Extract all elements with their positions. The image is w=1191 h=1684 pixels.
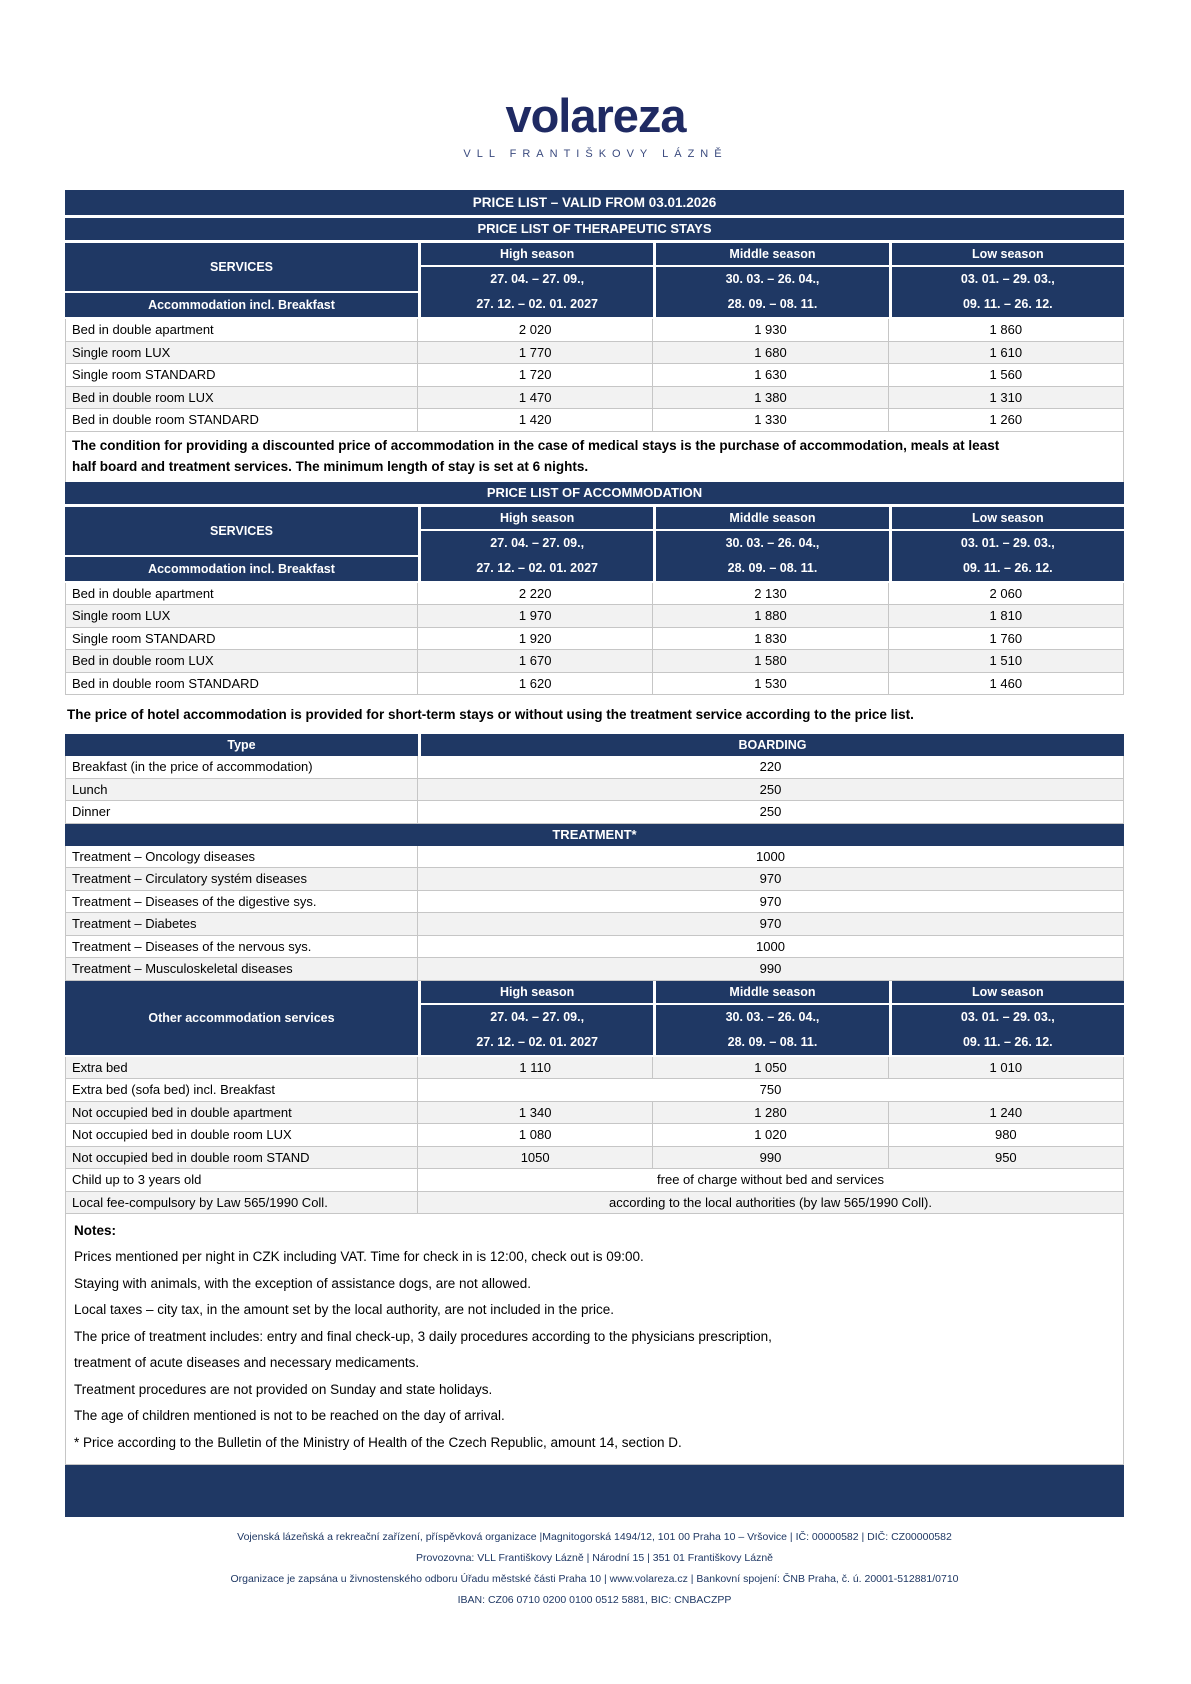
price-high: 1 340 <box>418 1102 653 1124</box>
high-season-column-header <box>421 243 653 317</box>
price-middle: 1 530 <box>653 673 888 695</box>
price-high: 1 470 <box>418 387 653 409</box>
services-column-header <box>65 243 418 317</box>
footer-navy-block <box>65 1465 1124 1517</box>
price-low: 1 310 <box>989 389 1023 405</box>
table-row <box>65 891 1124 914</box>
table-row <box>65 913 1124 936</box>
table-row <box>65 628 1124 651</box>
price-middle: 1 380 <box>653 387 888 409</box>
notes-title: Notes: <box>74 1223 117 1238</box>
footer-line: Provozovna: VLL Františkovy Lázně | Národní 15 | 351 01 Františkovy Lázně <box>415 1552 773 1564</box>
table-row <box>65 1124 1124 1147</box>
condition-note-line1: The condition for providing a discounted price of accommodation in the case of medical stays is the purchase of accommodation, meals at least <box>72 437 1000 453</box>
high-season-dates <box>421 267 653 317</box>
high-season-label: High season <box>421 981 653 1003</box>
middle-season-dates-line2: 28. 09. – 08. 11. <box>727 560 818 575</box>
high-season-dates-line2: 27. 12. – 02. 01. 2027 <box>476 297 598 311</box>
document-content <box>65 190 1124 1611</box>
accommodation-incl-breakfast-label: Accommodation incl. Breakfast <box>65 557 418 581</box>
price-middle: 990 <box>653 1147 888 1169</box>
low-season-column-header <box>892 243 1124 317</box>
services-column-header <box>65 507 418 581</box>
low-season-dates <box>892 531 1124 581</box>
row-label: Not occupied bed in double apartment <box>66 1102 418 1124</box>
row-label: Single room LUX <box>66 605 418 627</box>
price-middle: 1 050 <box>653 1057 888 1079</box>
low-season-column-header <box>892 507 1124 581</box>
high-season-dates-line1: 27. 04. – 27. 09., <box>490 1009 585 1024</box>
price-value: 970 <box>759 916 782 931</box>
price-high: 1 920 <box>418 628 653 650</box>
treatment-section-bar: TREATMENT* <box>65 824 1124 846</box>
therapeutic-section-bar: PRICE LIST OF THERAPEUTIC STAYS <box>65 218 1124 240</box>
middle-season-dates <box>656 531 888 581</box>
note-line: treatment of acute diseases and necessary medicaments. <box>74 1355 420 1370</box>
price-low: 980 <box>994 1127 1017 1142</box>
middle-season-dates <box>656 267 888 317</box>
low-season-dates-line1: 03. 01. – 29. 03., <box>960 535 1055 550</box>
table-row <box>65 342 1124 365</box>
logo <box>0 0 1191 160</box>
middle-season-dates-line2: 28. 09. – 08. 11. <box>727 297 818 311</box>
price-value: free of charge without bed and services <box>657 1172 884 1187</box>
row-label: Bed in double apartment <box>66 583 418 605</box>
accommodation-section-bar: PRICE LIST OF ACCOMMODATION <box>65 482 1124 504</box>
low-season-label: Low season <box>892 981 1124 1003</box>
price-middle: 1 280 <box>653 1102 888 1124</box>
high-season-column-header <box>421 981 653 1055</box>
price-high: 1 970 <box>418 605 653 627</box>
row-label: Extra bed <box>66 1057 418 1079</box>
table-row <box>65 846 1124 869</box>
price-middle: 1 330 <box>653 409 888 431</box>
row-label: Bed in double room LUX <box>66 650 418 672</box>
high-season-label: High season <box>421 243 653 265</box>
price-middle: 1 020 <box>653 1124 888 1146</box>
table-row <box>65 605 1124 628</box>
price-high: 2 220 <box>418 583 653 605</box>
price-middle: 1 580 <box>653 650 888 672</box>
table-row <box>65 868 1124 891</box>
row-label: Bed in double room STANDARD <box>66 673 418 695</box>
low-season-column-header <box>892 981 1124 1055</box>
price-high: 1 670 <box>418 650 653 672</box>
price-middle: 1 680 <box>653 342 888 364</box>
row-label: Treatment – Musculoskeletal diseases <box>66 958 418 980</box>
company-footer <box>65 1527 1124 1611</box>
price-middle: 2 130 <box>653 583 888 605</box>
logo-subtitle: VLL FRANTIŠKOVY LÁZNĚ <box>463 148 728 160</box>
price-value: 1000 <box>756 938 785 954</box>
table-row <box>65 756 1124 779</box>
other-services-label: Other accommodation services <box>65 981 418 1055</box>
accommodation-season-header <box>65 507 1124 581</box>
price-high: 1050 <box>418 1147 653 1169</box>
table-row <box>65 1169 1124 1192</box>
price-low: 2 060 <box>989 585 1023 601</box>
price-middle: 1 630 <box>653 364 888 386</box>
note-line: Staying with animals, with the exception of assistance dogs, are not allowed. <box>74 1275 532 1291</box>
row-label: Lunch <box>66 779 418 801</box>
middle-season-column-header <box>656 981 888 1055</box>
row-label: Single room STANDARD <box>66 628 418 650</box>
row-label: Breakfast (in the price of accommodation) <box>66 756 418 778</box>
therapeutic-table-body <box>65 319 1124 432</box>
middle-season-dates-line1: 30. 03. – 26. 04., <box>725 535 820 550</box>
price-low: 1 610 <box>989 344 1023 360</box>
table-row <box>65 673 1124 696</box>
price-value: 970 <box>759 871 782 886</box>
services-label: SERVICES <box>65 507 418 555</box>
table-row <box>65 364 1124 387</box>
row-label: Child up to 3 years old <box>66 1169 418 1191</box>
row-label: Extra bed (sofa bed) incl. Breakfast <box>66 1079 418 1101</box>
footer-line: Vojenská lázeňská a rekreační zařízení, příspěvková organizace |Magnitogorská 1494/12, 101 00 Praha 10 – Vršovice | IČ: 00000582 | DIČ: CZ00000582 <box>237 1531 952 1543</box>
middle-season-label: Middle season <box>656 507 888 529</box>
row-label: Bed in double room STANDARD <box>66 409 418 431</box>
table-row <box>65 583 1124 606</box>
row-label: Single room LUX <box>66 342 418 364</box>
middle-season-column-header <box>656 507 888 581</box>
price-low: 1 240 <box>989 1104 1023 1120</box>
table-row <box>65 801 1124 824</box>
accommodation-incl-breakfast-label: Accommodation incl. Breakfast <box>65 293 418 317</box>
logo-brand-text: volareza <box>505 89 686 142</box>
price-low: 1 010 <box>989 1059 1023 1075</box>
boarding-table-body <box>65 756 1124 824</box>
high-season-dates-line2: 27. 12. – 02. 01. 2027 <box>476 560 598 575</box>
high-season-dates <box>421 1005 653 1055</box>
price-middle: 1 830 <box>653 628 888 650</box>
price-high: 1 720 <box>418 364 653 386</box>
price-value: 970 <box>759 893 782 909</box>
price-middle: 1 930 <box>653 319 888 341</box>
price-middle: 1 880 <box>653 605 888 627</box>
low-season-dates-line2: 09. 11. – 26. 12. <box>962 560 1053 575</box>
note-line: Prices mentioned per night in CZK including VAT. Time for check in is 12:00, check out is 09:00. <box>74 1249 644 1264</box>
row-label: Treatment – Diabetes <box>66 913 418 935</box>
hotel-accommodation-note: The price of hotel accommodation is provided for short-term stays or without using the treatment service according to the price list. <box>67 707 914 722</box>
price-value: 250 <box>759 781 782 797</box>
table-row <box>65 958 1124 981</box>
price-low: 1 760 <box>989 630 1023 646</box>
row-label: Local fee-compulsory by Law 565/1990 Coll. <box>66 1192 418 1214</box>
table-row <box>65 319 1124 342</box>
price-low: 1 810 <box>989 608 1023 623</box>
footer-line: IBAN: CZ06 0710 0200 0100 0512 5881, BIC: CNBACZPP <box>457 1594 732 1606</box>
low-season-dates-line2: 09. 11. – 26. 12. <box>962 1034 1053 1049</box>
footer-line: Organizace je zapsána u živnostenského odboru Úřadu městské části Praha 10 | www.volareza.cz | Bankovní spojení: ČNB Praha, č. ú. 20001-512881/0710 <box>230 1573 959 1585</box>
high-season-column-header <box>421 507 653 581</box>
condition-note-line2: half board and treatment services. The minimum length of stay is set at 6 nights. <box>72 458 589 474</box>
therapeutic-condition-note <box>65 432 1124 482</box>
table-row <box>65 409 1124 432</box>
price-value: 1000 <box>756 848 785 864</box>
price-low: 1 260 <box>989 412 1023 427</box>
price-low: 1 560 <box>989 367 1023 382</box>
row-label: Bed in double apartment <box>66 319 418 341</box>
row-label: Bed in double room LUX <box>66 387 418 409</box>
row-label: Not occupied bed in double room LUX <box>66 1124 418 1146</box>
price-value: according to the local authorities (by law 565/1990 Coll). <box>608 1194 932 1210</box>
low-season-dates-line1: 03. 01. – 29. 03., <box>960 272 1055 286</box>
price-low: 1 860 <box>989 322 1023 337</box>
row-label: Treatment – Diseases of the digestive sys. <box>66 891 418 913</box>
notes-section <box>65 1214 1124 1465</box>
table-row <box>65 1102 1124 1125</box>
table-row <box>65 1147 1124 1170</box>
row-label: Treatment – Circulatory systém diseases <box>66 868 418 890</box>
price-high: 1 420 <box>418 409 653 431</box>
price-high: 1 770 <box>418 342 653 364</box>
note-line: * Price according to the Bulletin of the Ministry of Health of the Czech Republic, amount 14, section D. <box>74 1434 682 1450</box>
table-row <box>65 1192 1124 1215</box>
note-line: Local taxes – city tax, in the amount set by the local authority, are not included in the price. <box>74 1302 615 1317</box>
high-season-dates-line1: 27. 04. – 27. 09., <box>490 535 585 550</box>
middle-season-dates <box>656 1005 888 1055</box>
price-list-title-bar: PRICE LIST – VALID FROM 03.01.2026 <box>65 190 1124 215</box>
row-label: Treatment – Oncology diseases <box>66 846 418 868</box>
table-row <box>65 936 1124 959</box>
high-season-dates-line2: 27. 12. – 02. 01. 2027 <box>476 1034 598 1049</box>
price-high: 2 020 <box>418 319 653 341</box>
middle-season-dates-line1: 30. 03. – 26. 04., <box>725 272 820 286</box>
high-season-dates-line1: 27. 04. – 27. 09., <box>490 272 585 286</box>
middle-season-column-header <box>656 243 888 317</box>
price-value: 250 <box>759 804 782 819</box>
price-value: 750 <box>759 1082 782 1097</box>
table-row <box>65 779 1124 802</box>
table-row <box>65 387 1124 410</box>
row-label: Single room STANDARD <box>66 364 418 386</box>
row-label: Not occupied bed in double room STAND <box>66 1147 418 1169</box>
type-label: Type <box>65 734 418 756</box>
price-low: 1 510 <box>989 653 1023 668</box>
price-high: 1 110 <box>418 1057 653 1079</box>
middle-season-dates-line2: 28. 09. – 08. 11. <box>727 1034 818 1049</box>
boarding-label: BOARDING <box>421 734 1124 756</box>
low-season-dates-line2: 09. 11. – 26. 12. <box>962 297 1053 311</box>
price-high: 1 620 <box>418 673 653 695</box>
table-row <box>65 1057 1124 1080</box>
other-services-season-header <box>65 981 1124 1055</box>
high-season-label: High season <box>421 507 653 529</box>
price-low: 1 460 <box>989 675 1023 691</box>
services-label: SERVICES <box>65 243 418 291</box>
price-value: 220 <box>759 759 782 774</box>
high-season-dates <box>421 531 653 581</box>
table-row <box>65 1079 1124 1102</box>
table-row <box>65 650 1124 673</box>
note-line: Treatment procedures are not provided on Sunday and state holidays. <box>74 1381 493 1397</box>
low-season-label: Low season <box>892 507 1124 529</box>
row-label: Dinner <box>66 801 418 823</box>
price-high: 1 080 <box>418 1124 653 1146</box>
note-line: The age of children mentioned is not to be reached on the day of arrival. <box>74 1408 505 1423</box>
therapeutic-season-header <box>65 243 1124 317</box>
low-season-dates <box>892 267 1124 317</box>
low-season-dates-line1: 03. 01. – 29. 03., <box>960 1009 1055 1024</box>
low-season-label: Low season <box>892 243 1124 265</box>
accommodation-table-body <box>65 583 1124 696</box>
boarding-header-bar <box>65 734 1124 756</box>
middle-season-label: Middle season <box>656 981 888 1003</box>
price-low: 950 <box>994 1149 1017 1165</box>
middle-season-dates-line1: 30. 03. – 26. 04., <box>725 1009 820 1024</box>
other-services-table-body <box>65 1057 1124 1215</box>
price-value: 990 <box>759 961 782 976</box>
row-label: Treatment – Diseases of the nervous sys. <box>66 936 418 958</box>
middle-season-label: Middle season <box>656 243 888 265</box>
treatment-table-body <box>65 846 1124 981</box>
note-line: The price of treatment includes: entry and final check-up, 3 daily procedures according to the physicians prescription, <box>74 1328 772 1344</box>
other-services-column-header <box>65 981 418 1055</box>
low-season-dates <box>892 1005 1124 1055</box>
